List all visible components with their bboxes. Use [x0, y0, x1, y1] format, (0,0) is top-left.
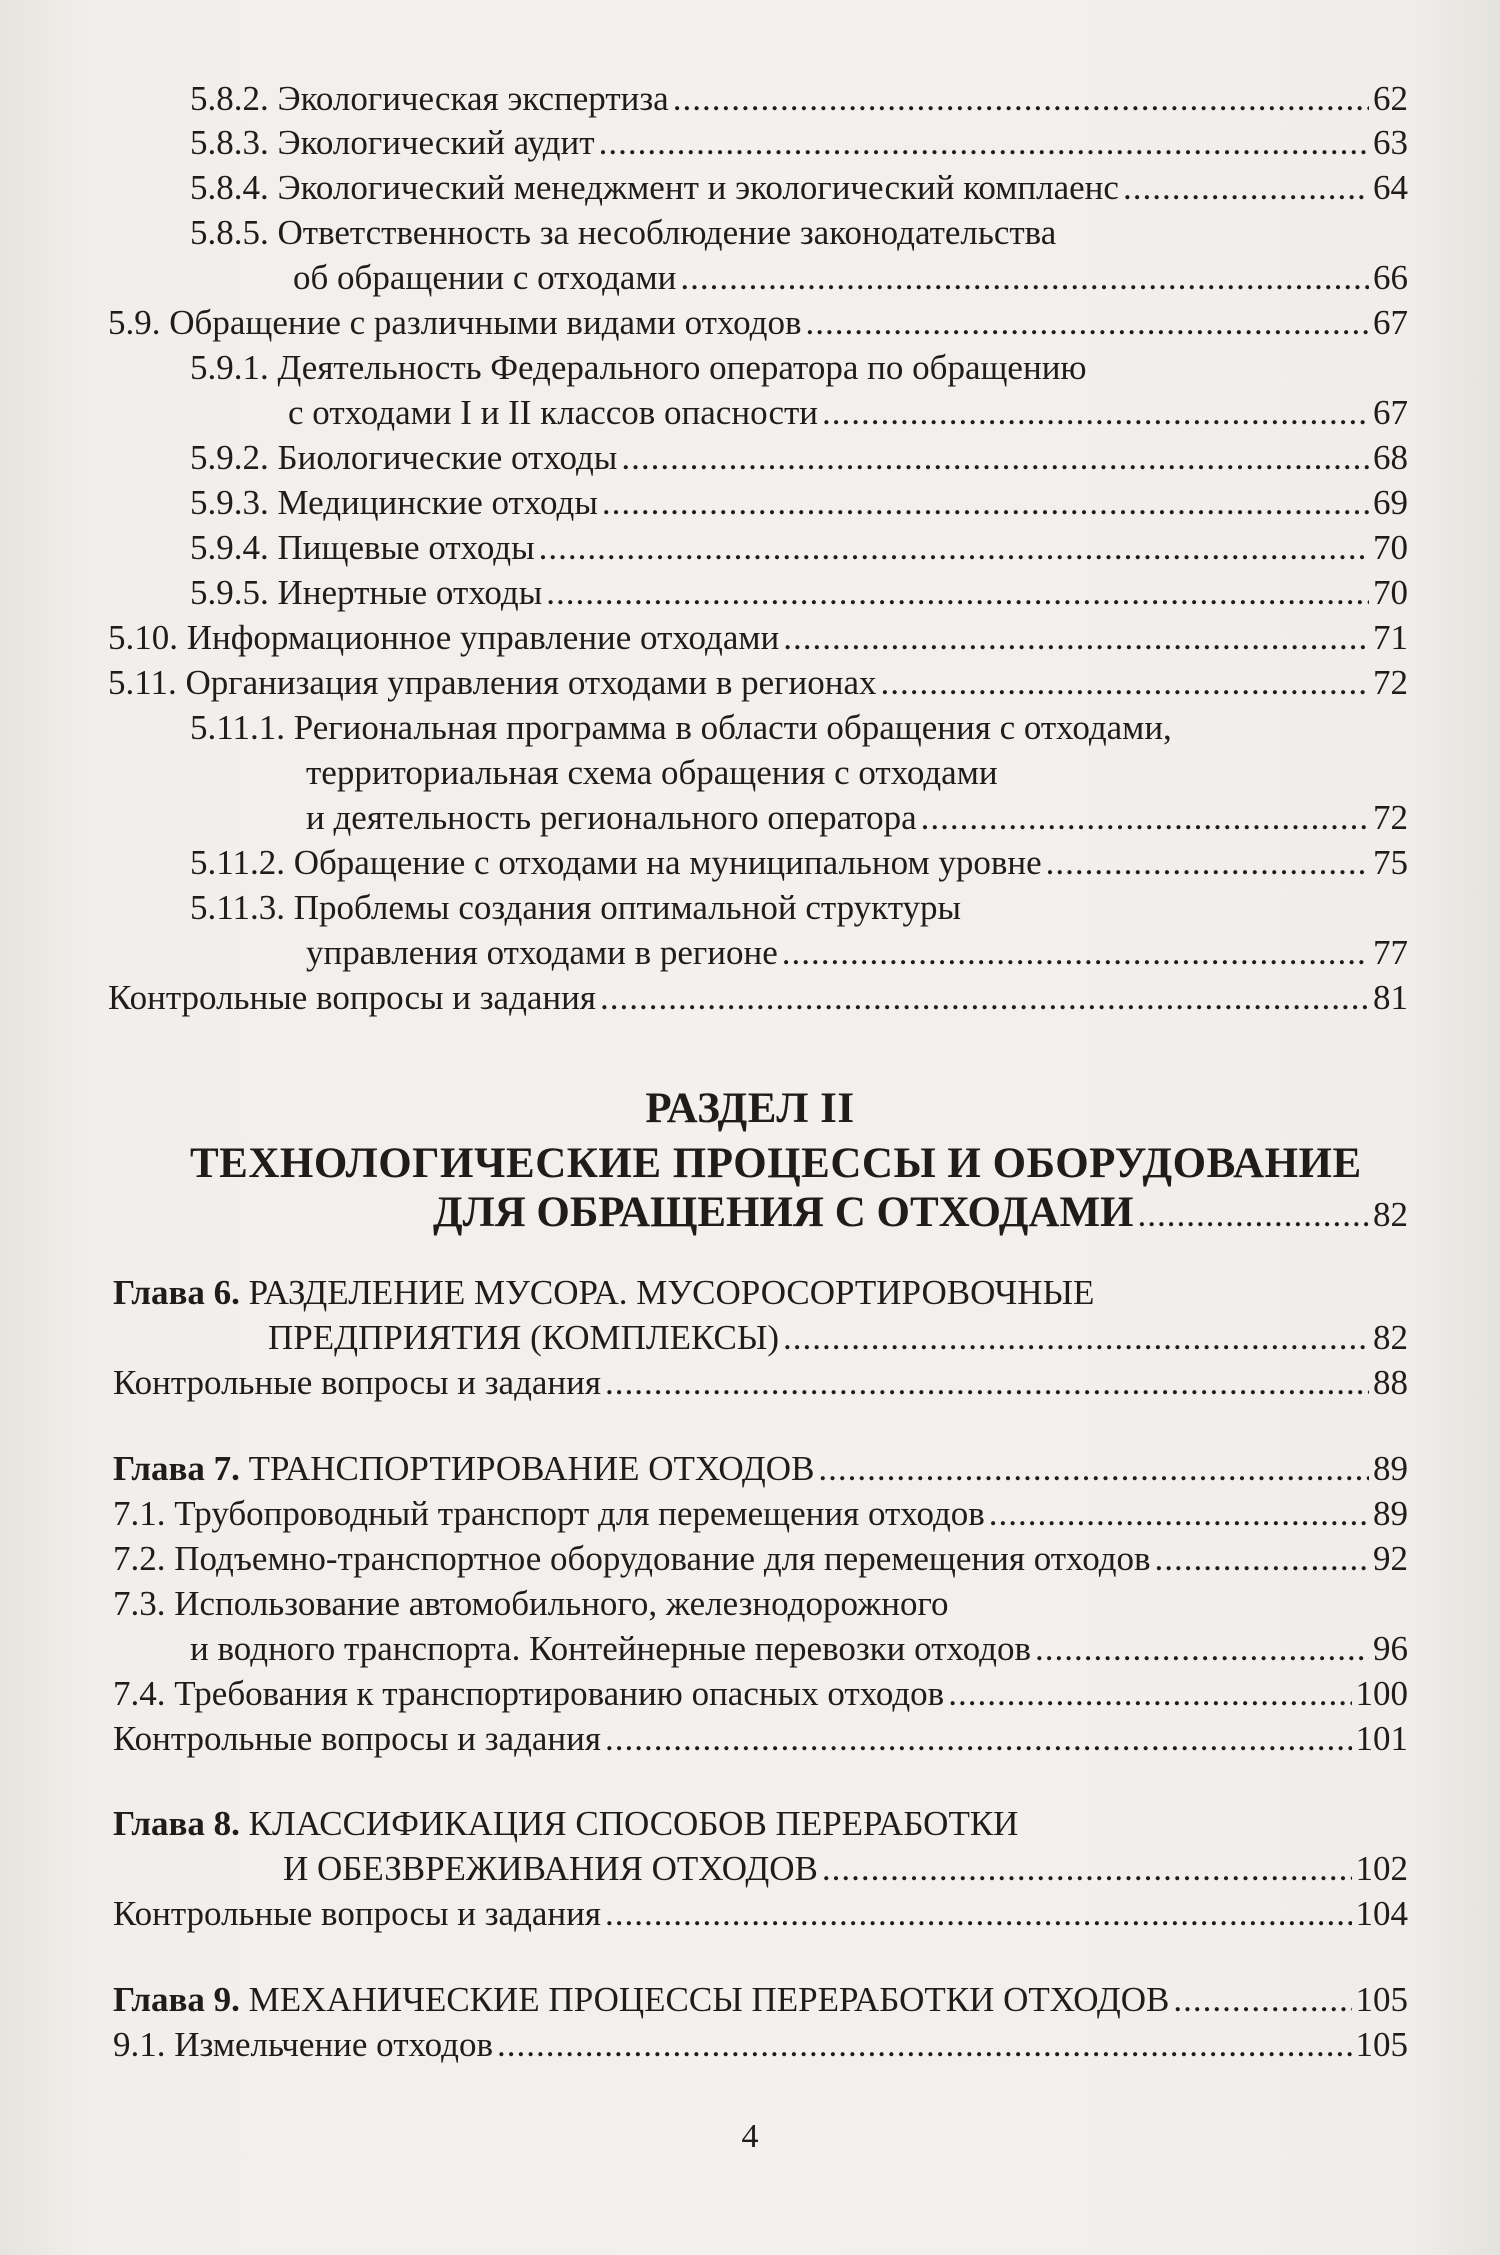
toc-entry: 5.9.4. Пищевые отходы ..... 70: [190, 526, 1408, 570]
toc-entry: 9.1. Измельчение отходов ..... 105: [113, 2023, 1408, 2067]
toc-entry-line: 5.11.1. Региональная программа в области обращения с отходами,: [190, 708, 1172, 747]
toc-entry: И ОБЕЗВРЕЖИВАНИЯ ОТХОДОВ ..... 102: [283, 1847, 1408, 1891]
toc-entry-line: 5.11.3. Проблемы создания оптимальной структуры: [190, 888, 962, 927]
toc-entry: 5.8.3. Экологический аудит ..... 63: [190, 121, 1408, 165]
toc-entry: 5.11. Организация управления отходами в регионах ..... 72: [108, 661, 1408, 705]
toc-entry: Контрольные вопросы и задания ..... 81: [108, 976, 1408, 1020]
toc-entry: управления отходами в регионе ..... 77: [306, 931, 1408, 975]
toc-entry-line: 7.3. Использование автомобильного, железнодорожного: [113, 1584, 949, 1623]
toc-entry: 5.9.5. Инертные отходы ..... 70: [190, 571, 1408, 615]
toc-entry-line: 5.8.5. Ответственность за несоблюдение законодательства: [190, 213, 1057, 252]
toc-entry: Контрольные вопросы и задания ..... 88: [113, 1361, 1408, 1405]
page-number: 4: [741, 2118, 759, 2155]
section-title: ТЕХНОЛОГИЧЕСКИЕ ПРОЦЕССЫ И ОБОРУДОВАНИЕ: [190, 1140, 1362, 1187]
toc-entry: 5.9.3. Медицинские отходы ..... 69: [190, 481, 1408, 525]
chapter-heading: Глава 8. КЛАССИФИКАЦИЯ СПОСОБОВ ПЕРЕРАБОТКИ: [113, 1804, 1019, 1843]
toc-entry-line: 5.9.1. Деятельность Федерального оператора по обращению: [190, 348, 1087, 387]
toc-entry: об обращении с отходами ..... 66: [293, 256, 1408, 300]
chapter-heading: Глава 7. ТРАНСПОРТИРОВАНИЕ ОТХОДОВ ..... 89: [113, 1447, 1408, 1491]
toc-entry-line: территориальная схема обращения с отходами: [306, 753, 998, 792]
section-title-entry: ДЛЯ ОБРАЩЕНИЯ С ОТХОДАМИ ..... 82: [433, 1186, 1408, 1242]
toc-entry: 5.9. Обращение с различными видами отходов ..... 67: [108, 301, 1408, 345]
toc-entry: 5.9.2. Биологические отходы ..... 68: [190, 436, 1408, 480]
toc-entry: Контрольные вопросы и задания ..... 101: [113, 1717, 1408, 1761]
toc-entry: 7.1. Трубопроводный транспорт для перемещения отходов ..... 89: [113, 1492, 1408, 1536]
toc-entry: Контрольные вопросы и задания ..... 104: [113, 1892, 1408, 1936]
toc-entry: 7.4. Требования к транспортированию опасных отходов ..... 100: [113, 1672, 1408, 1716]
section-label: РАЗДЕЛ II: [645, 1085, 855, 1132]
chapter-heading: Глава 6. РАЗДЕЛЕНИЕ МУСОРА. МУСОРОСОРТИРОВОЧНЫЕ: [113, 1273, 1095, 1312]
toc-entry: и деятельность регионального оператора ..... 72: [306, 796, 1408, 840]
toc-entry: 7.2. Подъемно-транспортное оборудование для перемещения отходов ..... 92: [113, 1537, 1408, 1581]
toc-entry: с отходами I и II классов опасности ..... 67: [288, 391, 1408, 435]
chapter-heading: Глава 9. МЕХАНИЧЕСКИЕ ПРОЦЕССЫ ПЕРЕРАБОТКИ ОТХОДОВ ..... 105: [113, 1978, 1408, 2022]
toc-entry: 5.11.2. Обращение с отходами на муниципальном уровне ..... 75: [190, 841, 1408, 885]
toc-entry: 5.8.2. Экологическая экспертиза ..... 62: [190, 77, 1408, 121]
toc-entry: 5.10. Информационное управление отходами ..... 71: [108, 616, 1408, 660]
toc-entry: 5.8.4. Экологический менеджмент и экологический комплаенс ..... 64: [190, 166, 1408, 210]
toc-entry: и водного транспорта. Контейнерные перевозки отходов ..... 96: [190, 1627, 1408, 1671]
toc-entry: ПРЕДПРИЯТИЯ (КОМПЛЕКСЫ) ..... 82: [268, 1316, 1408, 1360]
